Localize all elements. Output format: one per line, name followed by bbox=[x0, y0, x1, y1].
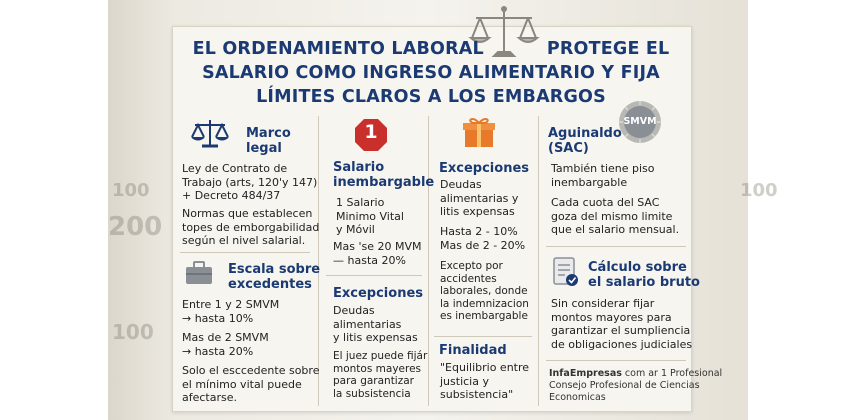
title-line-1: EL ORDENAMIENTO LABORAL PROTEGE EL bbox=[192, 39, 670, 59]
aguinaldo-note-line: goza del mismo limite bbox=[551, 209, 673, 223]
calculo-body bbox=[551, 297, 692, 351]
scales-icon bbox=[190, 117, 230, 149]
excep1-body bbox=[333, 304, 418, 345]
row-divider bbox=[434, 336, 532, 337]
aguinaldo-heading-line-2: (SAC) bbox=[548, 141, 589, 156]
footer-line-3: Economicas bbox=[549, 392, 606, 403]
title-line-3: LÍMITES CLAROS A LOS EMBARGOS bbox=[256, 87, 606, 107]
marco-norm-line: topes de emborgabilidad bbox=[182, 220, 320, 234]
salario-body bbox=[336, 196, 404, 237]
excep1-note-line: para garantizar bbox=[333, 375, 414, 387]
excep2-note-line: laborales, donde bbox=[440, 285, 528, 297]
smvm-seal-label: SMVM bbox=[623, 116, 657, 127]
marco-law-line: Ley de Contrato de bbox=[182, 162, 288, 175]
escala-note-line: el mínimo vital puede bbox=[182, 377, 302, 391]
row-divider bbox=[326, 275, 422, 276]
marco-heading-line-2: legal bbox=[246, 141, 282, 156]
calculo-body-line: de obligaciones judiciales bbox=[551, 337, 693, 351]
excep1-note-line: la subsistencia bbox=[333, 387, 411, 400]
escala-note bbox=[182, 364, 319, 405]
aguinaldo-body-line: inembargable bbox=[551, 175, 628, 189]
footer-brand: InfaEmpresas bbox=[549, 368, 622, 379]
marco-law-text bbox=[182, 162, 317, 203]
marco-norm-text bbox=[182, 207, 319, 248]
background-banknote-200: 200 bbox=[108, 212, 163, 242]
excep1-body-line: y litis expensas bbox=[333, 331, 418, 344]
row-divider bbox=[546, 246, 686, 247]
excep1-note-line: montos mayeres bbox=[333, 362, 422, 375]
escala-heading-line-2: excedentes bbox=[228, 277, 312, 292]
salario-extra-line: — hasta 20% bbox=[333, 253, 406, 267]
calculo-body-line: Sin considerar fijar bbox=[551, 297, 655, 310]
footer-brand-rest: com ar 1 Profesional bbox=[621, 368, 723, 379]
page-title bbox=[172, 37, 690, 109]
background-banknote-100-lower: 100 bbox=[112, 320, 154, 344]
salario-extra-line: Mas 'se 20 MVM bbox=[333, 240, 422, 253]
escala-heading-line-1: Escala sobre bbox=[228, 262, 321, 277]
escala-range-line: Entre 1 y 2 SMVM bbox=[182, 298, 280, 311]
excep2-note-line: es inembargable bbox=[440, 310, 528, 322]
aguinaldo-note-line: Cada cuota del SAC bbox=[551, 196, 660, 209]
marco-law-line: + Decreto 484/37 bbox=[182, 189, 281, 202]
column-divider bbox=[318, 116, 319, 406]
excep2-body-line: Deudas bbox=[440, 178, 482, 191]
background-banknote-100: 100 bbox=[112, 180, 150, 201]
finalidad-quote-line: justicia y bbox=[440, 374, 489, 388]
escala-range-line: → hasta 20% bbox=[182, 344, 254, 358]
salario-heading-line-1: Salario bbox=[333, 160, 385, 175]
aguinaldo-note-line: que el salario mensual. bbox=[551, 223, 680, 236]
excep2-limit-line: Hasta 2 - 10% bbox=[440, 225, 518, 238]
excep2-note bbox=[440, 260, 529, 323]
excep2-body-line: litis expensas bbox=[440, 205, 515, 218]
calculo-body-line: montos mayores para bbox=[551, 310, 672, 324]
footer-brand-line bbox=[549, 368, 722, 380]
background-banknote-100-right: 100 bbox=[740, 180, 778, 201]
excep1-note-line: El juez puede fijár bbox=[333, 350, 428, 362]
excep2-note-line: Excepto por bbox=[440, 260, 503, 272]
title-line-2: SALARIO COMO INGRESO ALIMENTARIO Y FIJA bbox=[202, 63, 660, 83]
calculo-body-line: garantizar el sumpliencia bbox=[551, 324, 691, 337]
excep1-body-line: alimentarias bbox=[333, 317, 402, 331]
excep2-body-line: alimentarias y bbox=[440, 191, 519, 205]
escala-note-line: Solo el esccedente sobre bbox=[182, 364, 320, 377]
excep2-note-line: la indemnizacion bbox=[440, 297, 529, 310]
escala-range-2 bbox=[182, 331, 269, 358]
aguinaldo-heading-line-1: Aguinaldo bbox=[548, 126, 622, 141]
escala-range-1 bbox=[182, 298, 279, 325]
gift-icon bbox=[462, 115, 496, 149]
salario-extra bbox=[333, 240, 421, 267]
finalidad-quote-line: subsistencia" bbox=[440, 388, 514, 401]
marco-norm-line: Normas que establecen bbox=[182, 207, 313, 220]
salario-heading bbox=[333, 160, 434, 190]
finalidad-heading: Finalidad bbox=[439, 343, 507, 358]
excep2-note-line: accidentes bbox=[440, 272, 497, 285]
salario-badge-number: 1 bbox=[364, 121, 378, 143]
marco-norm-line: según el nivel salarial. bbox=[182, 234, 306, 247]
briefcase-icon bbox=[184, 260, 214, 286]
escala-heading bbox=[228, 262, 320, 292]
excep2-limits bbox=[440, 225, 525, 252]
salario-body-line: Minimo Vital bbox=[336, 209, 404, 223]
row-divider bbox=[180, 252, 310, 253]
salario-body-line: y Móvil bbox=[336, 223, 375, 236]
column-divider bbox=[538, 116, 539, 406]
calculo-heading bbox=[588, 260, 700, 290]
excep1-heading: Excepciones bbox=[333, 286, 423, 301]
aguinaldo-heading bbox=[548, 126, 622, 156]
calculo-heading-line-2: el salario bruto bbox=[588, 275, 700, 290]
escala-range-line: Mas de 2 SMVM bbox=[182, 331, 269, 344]
document-check-icon bbox=[552, 256, 580, 288]
salario-heading-line-2: inembargable bbox=[333, 175, 435, 190]
aguinaldo-note bbox=[551, 196, 679, 237]
calculo-heading-line-1: Cálculo sobre bbox=[588, 260, 687, 275]
aguinaldo-body bbox=[551, 162, 655, 189]
escala-note-line: afectarse. bbox=[182, 391, 237, 404]
finalidad-quote bbox=[440, 361, 529, 402]
excep1-note bbox=[333, 350, 427, 400]
escala-range-line: → hasta 10% bbox=[182, 311, 254, 325]
excep2-body bbox=[440, 178, 518, 219]
marco-heading-line-1: Marco bbox=[246, 126, 291, 141]
footer-line-2: Consejo Profesional de Ciencias bbox=[549, 380, 700, 391]
row-divider bbox=[546, 360, 686, 361]
marco-heading bbox=[246, 126, 291, 156]
excep2-heading: Excepciones bbox=[439, 161, 529, 176]
aguinaldo-body-line: También tiene piso bbox=[551, 162, 655, 175]
finalidad-quote-line: "Equilibrio entre bbox=[440, 361, 530, 374]
excep1-body-line: Deudas bbox=[333, 304, 375, 317]
marco-law-line: Trabajo (arts, 120'y 147) bbox=[182, 175, 318, 189]
footer-credits bbox=[549, 368, 722, 404]
salario-body-line: 1 Salario bbox=[336, 196, 385, 209]
excep2-limit-line: Mas de 2 - 20% bbox=[440, 238, 526, 252]
